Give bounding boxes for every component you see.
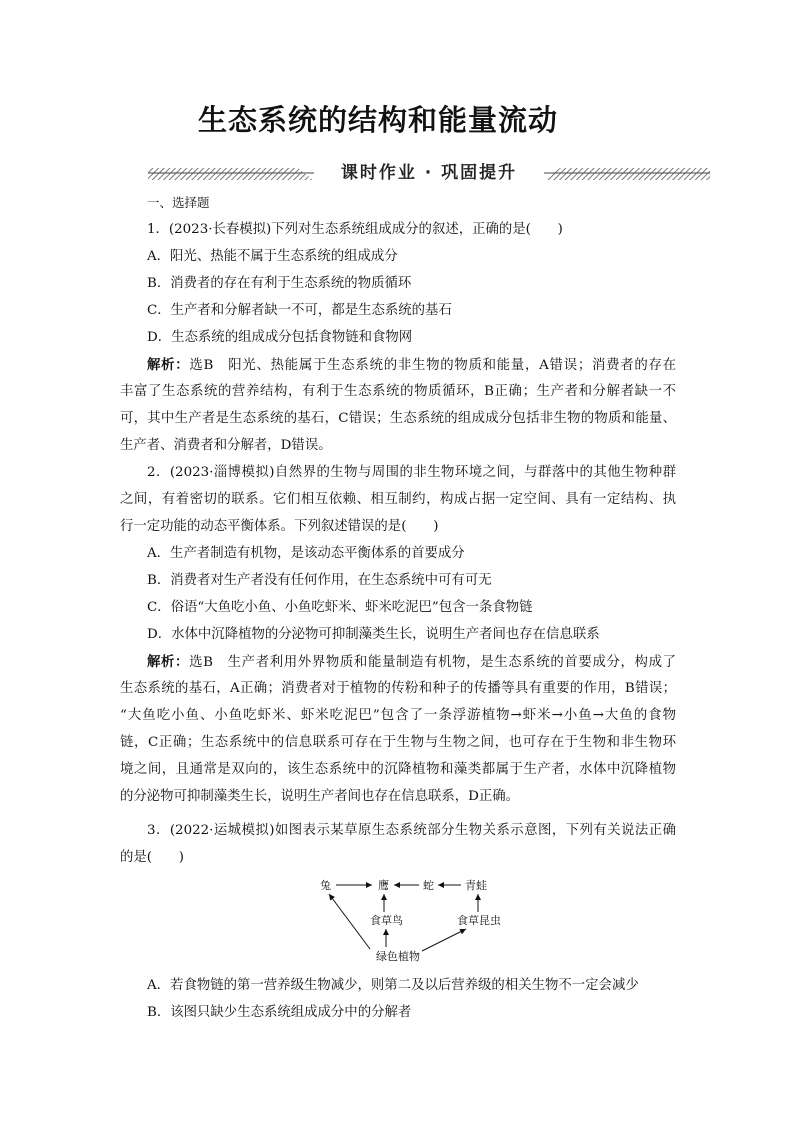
node-herbivorous-insect: 食草昆虫 (457, 914, 501, 927)
banner-title: 课时作业 · 巩固提升 (340, 163, 518, 183)
node-frog: 青蛙 (465, 879, 487, 892)
q1-analysis-line: 选B 阳光、热能属于生态系统的非生物的物质和能量，A错误；消费者的存在 (189, 358, 677, 373)
q2-analysis-line: 链，C正确；生态系统中的信息联系可存在于生物与生物之间，也可存在于生物和非生物环 (120, 735, 676, 750)
q2-analysis-label: 解析： (147, 654, 190, 670)
q2-option-a: A．生产者制造有机物，是该动态平衡体系的首要成分 (147, 546, 465, 561)
q2-stem-line: 行一定功能的动态平衡体系。下列叙述错误的是( ) (120, 519, 439, 534)
q1-analysis-line: 生产者、消费者和分解者，D错误。 (120, 438, 332, 453)
node-green-plant: 绿色植物 (376, 950, 420, 963)
q1-option-b: B．消费者的存在有利于生态系统的物质循环 (147, 276, 412, 291)
q1-option-c: C．生产者和分解者缺一不可，都是生态系统的基石 (147, 303, 452, 318)
page-title: 生态系统的结构和能量流动 (197, 103, 558, 137)
q1-option-a: A．阳光、热能不属于生态系统的组成成分 (147, 249, 398, 264)
section-banner (148, 161, 710, 185)
arrow-plant-to-insect (422, 929, 466, 951)
q1-analysis (147, 356, 676, 375)
q2-analysis-line: 生态系统的基石，A正确；消费者对于植物的传粉和种子的传播等具有重要的作用，B错误； (120, 681, 676, 696)
q2-option-d: D．水体中沉降植物的分泌物可抑制藻类生长，说明生产者间也存在信息联系 (147, 627, 600, 642)
q2-stem-line: 之间，有着密切的联系。它们相互依赖、相互制约，构成占据一定空间、具有一定结构、执 (120, 492, 676, 507)
q3-option-b: B．该图只缺少生态系统组成成分中的分解者 (147, 1005, 412, 1020)
q2-option-c: C．俗语“大鱼吃小鱼、小鱼吃虾米、虾米吃泥巴”包含一条食物链 (147, 600, 533, 615)
q1-option-d: D．生态系统的组成成分包括食物链和食物网 (147, 330, 413, 345)
q2-stem-line: 2．(2023·淄博模拟)自然界的生物与周围的非生物环境之间，与群落中的其他生物种群 (147, 465, 676, 480)
node-herbivorous-bird: 食草鸟 (370, 914, 403, 927)
q2-analysis-line: 选B 生产者利用外界物质和能量制造有机物，是生态系统的首要成分，构成了 (189, 655, 676, 670)
node-rabbit: 兔 (320, 879, 331, 892)
q3-stem-line: 的是( ) (120, 850, 185, 865)
q1-analysis-label: 解析： (147, 357, 190, 373)
food-web-diagram (300, 873, 510, 965)
q2-analysis-line: 境之间，且通常是双向的，该生态系统中的沉降植物和藻类都属于生产者，水体中沉降植物 (120, 762, 676, 777)
q1-analysis-line: 丰富了生态系统的营养结构，有利于生态系统的物质循环，B正确；生产者和分解者缺一不 (120, 384, 676, 399)
q1-analysis-line: 可，其中生产者是生态系统的基石，C错误；生态系统的组成成分包括非生物的物质和能量、 (120, 411, 676, 426)
node-eagle: 鹰 (378, 879, 389, 892)
q2-analysis-line: 的分泌物可抑制藻类生长，说明生产者间也存在信息联系，D正确。 (120, 789, 520, 804)
q3-stem-line: 3．(2022·运城模拟)如图表示某草原生态系统部分生物关系示意图，下列有关说法正确 (147, 823, 676, 838)
q2-analysis (147, 653, 676, 672)
q3-option-a: A．若食物链的第一营养级生物减少，则第二及以后营养级的相关生物不一定会减少 (147, 978, 639, 993)
node-snake: 蛇 (423, 879, 434, 892)
q1-stem: 1．(2023·长春模拟)下列对生态系统组成成分的叙述，正确的是( ) (147, 222, 563, 237)
arrow-plant-to-rabbit (329, 894, 370, 949)
q2-analysis-line: “大鱼吃小鱼、小鱼吃虾米、虾米吃泥巴”包含了一条浮游植物→虾米→小鱼→大鱼的食物 (120, 708, 676, 723)
q2-option-b: B．消费者对生产者没有任何作用，在生态系统中可有可无 (147, 573, 492, 588)
section-heading: 一、选择题 (147, 195, 210, 210)
